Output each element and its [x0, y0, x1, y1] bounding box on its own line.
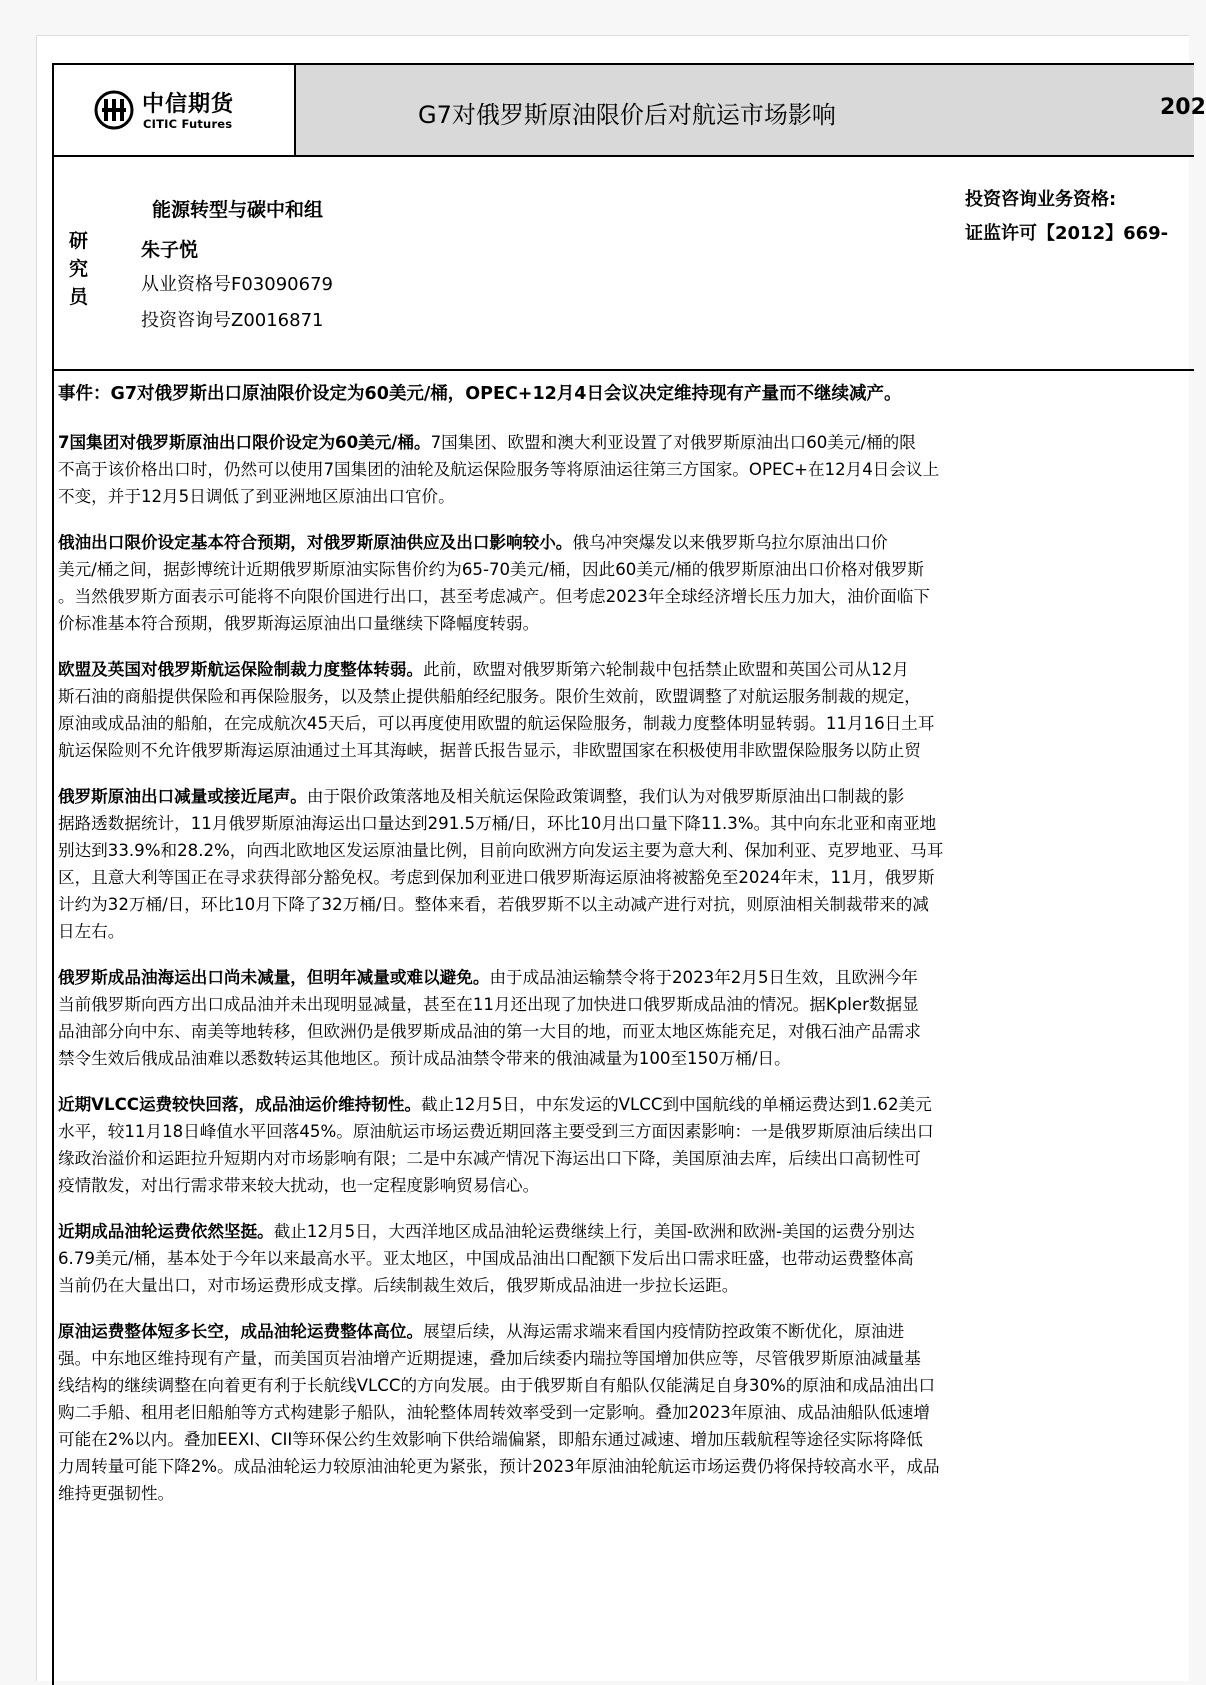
paragraph-first-line [58, 529, 1188, 556]
paragraph-line: 斯石油的商船提供保险和再保险服务，以及禁止提供船舶经纪服务。限价生效前，欧盟调整了对航运服务制裁的规定， [58, 687, 921, 706]
paragraph-line: 。当然俄罗斯方面表示可能将不向限价国进行出口，甚至考虑减产。但考虑2023年全球经济增长压力加大，油价面临下 [58, 587, 930, 606]
paragraph-line: 不高于该价格出口时，仍然可以使用7国集团的油轮及航运保险服务等将原油运往第三方国家。OPEC+在12月4日会议上 [58, 460, 940, 479]
paragraph [58, 656, 1188, 764]
paragraph-line: 航运保险则不允许俄罗斯海运原油通过土耳其海峡，据普氏报告显示，非欧盟国家在积极使用非欧盟保险服务以防止贸 [58, 741, 921, 760]
paragraph-line: 此前，欧盟对俄罗斯第六轮制裁中包括禁止欧盟和英国公司从12月 [423, 660, 909, 679]
paragraph-first-line [58, 783, 1188, 810]
paragraph-line: 禁令生效后俄成品油难以悉数转运其他地区。预计成品油禁令带来的俄油减量为100至150万桶/日。 [58, 1049, 791, 1068]
paragraph-lead: 俄罗斯原油出口减量或接近尾声。 [58, 787, 307, 806]
report-date: 202 [1160, 95, 1206, 120]
paragraph-first-line [58, 1091, 1188, 1118]
paragraph-line: 当前仍在大量出口，对市场运费形成支撑。后续制裁生效后，俄罗斯成品油进一步拉长运距。 [58, 1276, 739, 1295]
logo-english-text: CITIC Futures [143, 117, 233, 131]
paragraph-lead: 欧盟及英国对俄罗斯航运保险制裁力度整体转弱。 [58, 660, 424, 679]
paragraph-line: 力周转量可能下降2%。成品油轮运力较原油油轮更为紧张，预计2023年原油油轮航运市场运费仍将保持较高水平，成品 [58, 1457, 940, 1476]
research-group: 能源转型与碳中和组 [152, 199, 324, 221]
paragraph-line: 当前俄罗斯向西方出口成品油并未出现明显减量，甚至在11月还出现了加快进口俄罗斯成品油的情况。据Kpler数据显 [58, 995, 919, 1014]
paragraph-line: 由于成品油运输禁令将于2023年2月5日生效，且欧洲今年 [489, 968, 918, 987]
paragraph-lead: 7国集团对俄罗斯原油出口限价设定为60美元/桶。 [58, 433, 431, 452]
paragraph-line: 疫情散发，对出行需求带来较大扰动，也一定程度影响贸易信心。 [58, 1176, 540, 1195]
report-header [54, 65, 1206, 157]
paragraph-first-line [58, 964, 1188, 991]
paragraph [58, 529, 1188, 637]
paragraph-line: 维持更强韧性。 [58, 1484, 175, 1503]
paragraph [58, 1318, 1188, 1507]
researcher-label: 研究员 [69, 230, 89, 308]
practice-certificate: 从业资格号F03090679 [141, 274, 333, 295]
paragraph-lead: 近期VLCC运费较快回落，成品油运价维持韧性。 [58, 1095, 422, 1114]
event-summary: 事件：G7对俄罗斯出口原油限价设定为60美元/桶，OPEC+12月4日会议决定维持现有产量而不继续减产。 [58, 384, 902, 404]
paragraph-line: 由于限价政策落地及相关航运保险政策调整，我们认为对俄罗斯原油出口制裁的影 [306, 787, 905, 806]
paragraph-line: 线结构的继续调整在向着更有利于长航线VLCC的方向发展。由于俄罗斯自有船队仅能满足自身30%的原油和成品油出口 [58, 1376, 936, 1395]
logo-chinese-text: 中信期货 [142, 91, 235, 117]
paragraph-line: 截止12月5日，中东发运的VLCC到中国航线的单桶运费达到1.62美元 [421, 1095, 932, 1114]
paragraph-line: 原油或成品油的船舶，在完成航次45天后，可以再度使用欧盟的航运保险服务，制裁力度整体明显转弱。11月16日土耳 [58, 714, 935, 733]
paragraph-line: 价标准基本符合预期，俄罗斯海运原油出口量继续下降幅度转弱。 [58, 614, 540, 633]
citic-logo-icon [94, 90, 134, 130]
paragraph-line: 区，且意大利等国正在寻求获得部分豁免权。考虑到保加利亚进口俄罗斯海运原油将被豁免至2024年末，11月，俄罗斯 [58, 868, 935, 887]
paragraph-lead: 俄罗斯成品油海运出口尚未减量，但明年减量或难以避免。 [58, 968, 490, 987]
paragraph-line: 7国集团、欧盟和澳大利亚设置了对俄罗斯原油出口60美元/桶的限 [430, 433, 916, 452]
paragraph-line: 水平，较11月18日峰值水平回落45%。原油航运市场运费近期回落主要受到三方面因素影响：一是俄罗斯原油后续出口 [58, 1122, 934, 1141]
paragraph-lead: 俄油出口限价设定基本符合预期，对俄罗斯原油供应及出口影响较小。 [58, 533, 573, 552]
paragraph-line: 截止12月5日，大西洋地区成品油轮运费继续上行，美国-欧洲和欧洲-美国的运费分别达 [273, 1222, 915, 1241]
paragraph [58, 1091, 1188, 1199]
paragraph-line: 强。中东地区维持现有产量，而美国页岩油增产近期提速，叠加后续委内瑞拉等国增加供应等，尽管俄罗斯原油减量基 [58, 1349, 921, 1368]
paragraph-line: 俄乌冲突爆发以来俄罗斯乌拉尔原油出口价 [572, 533, 888, 552]
report-title: G7对俄罗斯原油限价后对航运市场影响 [418, 101, 836, 129]
paragraph-line: 别达到33.9%和28.2%，向西北欧地区发运原油量比例，目前向欧洲方向发运主要为意大利、保加利亚、克罗地亚、马耳 [58, 841, 944, 860]
paragraph-first-line [58, 429, 1188, 456]
paragraph-line: 可能在2%以内。叠加EEXI、CII等环保公约生效影响下供给端偏紧，即船东通过减速、增加压载航程等途径实际将降低 [58, 1430, 923, 1449]
paragraph-line: 品油部分向中东、南美等地转移，但欧洲仍是俄罗斯成品油的第一大目的地，而亚太地区炼能充足，对俄石油产品需求 [58, 1022, 921, 1041]
researcher-section [54, 157, 1194, 371]
paragraph-first-line [58, 656, 1188, 683]
qualification-label: 投资咨询业务资格: [965, 189, 1117, 210]
logo-area [54, 65, 296, 155]
paragraph-lead: 近期成品油轮运费依然坚挺。 [58, 1222, 274, 1241]
paragraph-line: 展望后续，从海运需求端来看国内疫情防控政策不断优化，原油进 [423, 1322, 905, 1341]
paragraph-first-line [58, 1318, 1188, 1345]
title-band [296, 65, 1206, 155]
paragraph-line: 缘政治溢价和运距拉升短期内对市场影响有限；二是中东减产情况下海运出口下降，美国原油去库，后续出口高韧性可 [58, 1149, 921, 1168]
paragraph [58, 964, 1188, 1072]
paragraph-line: 日左右。 [58, 922, 125, 941]
analyst-name: 朱子悦 [141, 239, 199, 261]
paragraph-line: 不变，并于12月5日调低了到亚洲地区原油出口官价。 [58, 487, 455, 506]
paragraph-first-line [58, 1218, 1188, 1245]
paragraph-lead: 原油运费整体短多长空，成品油轮运费整体高位。 [58, 1322, 424, 1341]
paragraph-line: 6.79美元/桶，基本处于今年以来最高水平。亚太地区，中国成品油出口配额下发后出口需求旺盛，也带动运费整体高 [58, 1249, 914, 1268]
report-body [58, 381, 1188, 1680]
advisory-certificate: 投资咨询号Z0016871 [141, 310, 324, 331]
paragraph [58, 783, 1188, 945]
paragraph [58, 1218, 1188, 1299]
paragraph-line: 计约为32万桶/日，环比10月下降了32万桶/日。整体来看，若俄罗斯不以主动减产进行对抗，则原油相关制裁带来的减 [58, 895, 930, 914]
paragraph [58, 429, 1188, 510]
paragraph-line: 购二手船、租用老旧船舶等方式构建影子船队，油轮整体周转效率受到一定影响。叠加2023年原油、成品油船队低速增 [58, 1403, 930, 1422]
paragraph-line: 据路透数据统计，11月俄罗斯原油海运出口量达到291.5万桶/日，环比10月出口量下降11.3%。其中向东北亚和南亚地 [58, 814, 937, 833]
qualification-value: 证监许可【2012】669- [965, 223, 1169, 244]
paragraph-line: 美元/桶之间，据彭博统计近期俄罗斯原油实际售价约为65-70美元/桶，因此60美元/桶的俄罗斯原油出口价格对俄罗斯 [58, 560, 925, 579]
